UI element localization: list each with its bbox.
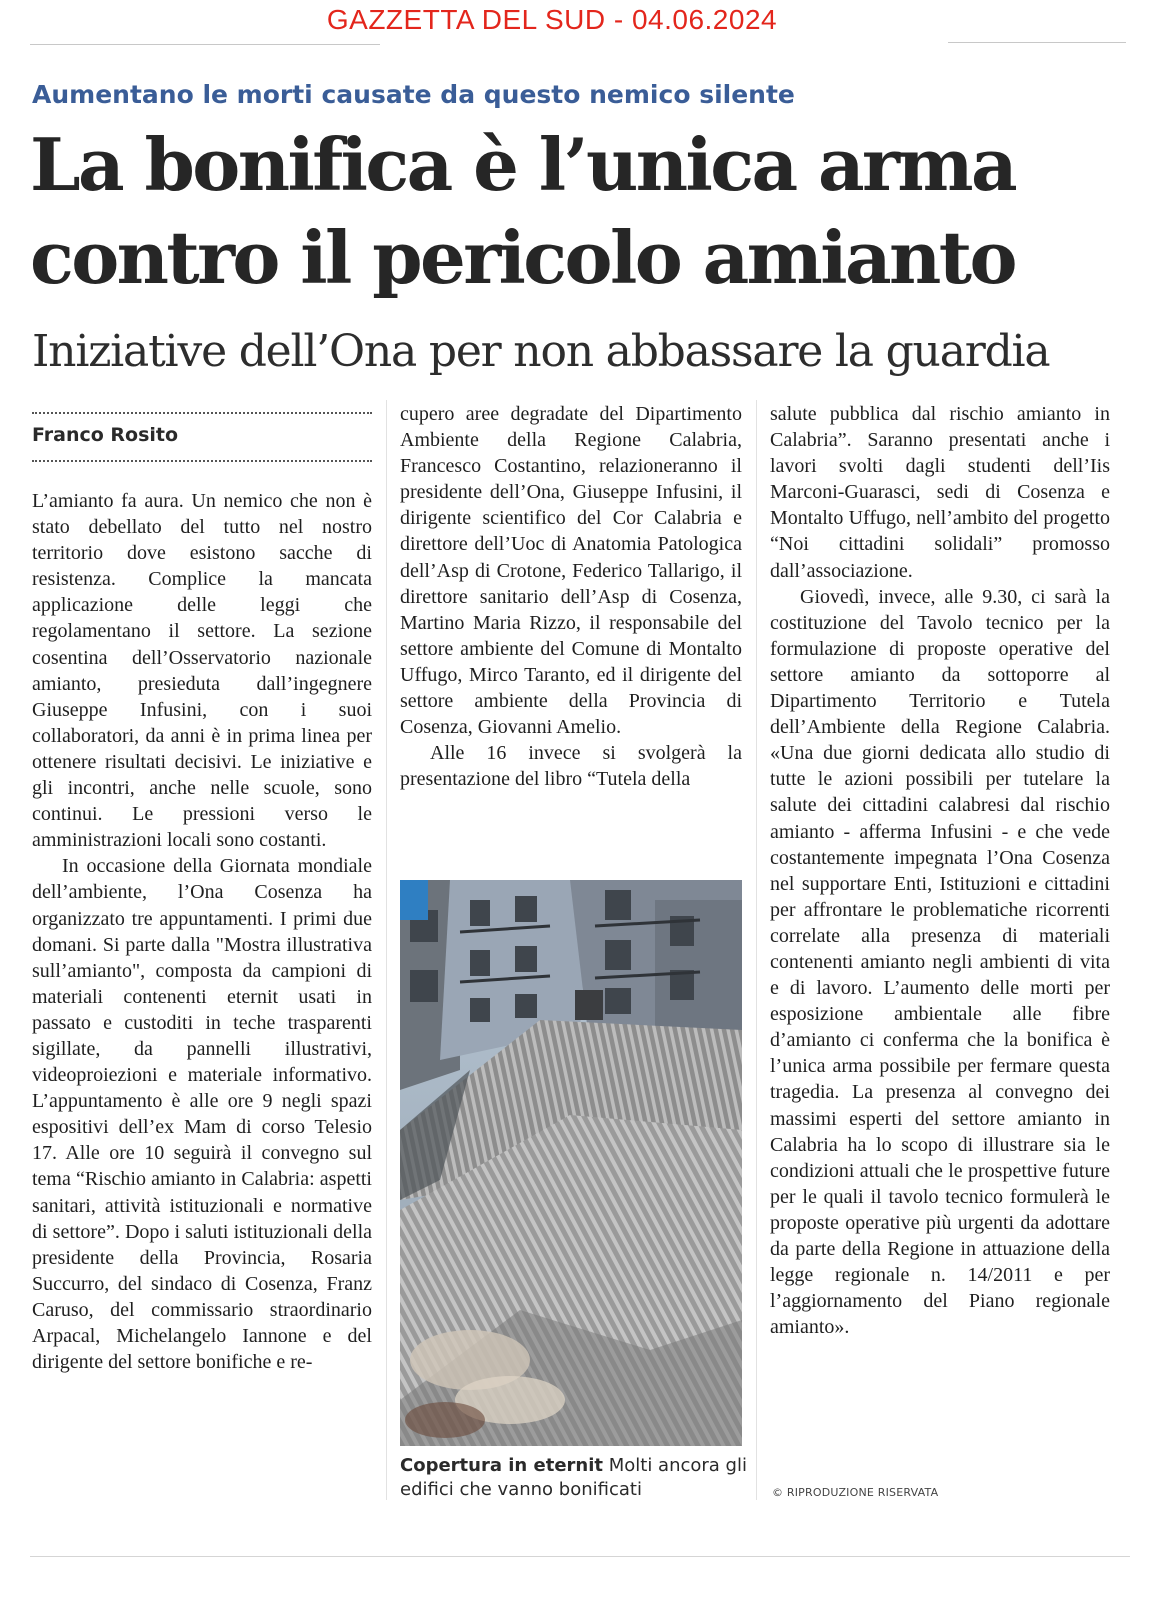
paragraph: Giovedì, invece, alle 9.30, ci sarà la costituzione del Tavolo tecnico per la formulazione di proposte operative del settore amianto da sottoporre al Dipartimento Territorio e Tutela dell’Ambiente della Regione Calabria. «Una due giorni dedicata allo studio di tutte le azioni possibili per tutelare la salute dei cittadini calabresi dal rischio amianto - afferma Infusini - e che vede costantemente impegnata l’Ona Cosenza nel supportare Enti, Istituzioni e cittadini per affrontare le problematiche ricorrenti correlate alla presenza di materiali contenenti amianto negli ambienti di vita e di lavoro. L’aumento delle morti per esposizione ambientale alle fibre d’amianto ci conferma che la bonifica è l’unica arma possibile per fermare questa tragedia. La presenza al convegno dei massimi esperti del settore amianto in Calabria ha lo scopo di illustrare sia le condizioni attuali che le prospettive future per le quali il tavolo tecnico formulerà le proposte operative più urgenti da adottare da parte della Regione in attuazione della legge regionale n. 14/2011 e per l’aggiornamento del Piano regionale amianto». (770, 585, 1110, 1339)
text-column-1 (32, 488, 372, 1375)
column-divider (386, 400, 387, 1500)
headline-line-2: contro il pericolo amianto (30, 215, 1015, 300)
paragraph: salute pubblica dal rischio amianto in Calabria”. Saranno presentati anche i lavori svolti dagli studenti dell’Iis Marconi-Guarasci, sedi di Cosenza e Montalto Uffugo, nell’ambito del progetto “Noi cittadini solidali” promosso dall’associazione. (770, 403, 1110, 582)
paragraph: cupero aree degradate del Dipartimento Ambiente della Regione Calabria, Francesco Costantino, relazioneranno il presidente dell’Ona, Giuseppe Infusini, il dirigente scientifico del Cor Calabria e direttore dell’Uoc di Anatomia Patologica dell’Asp di Crotone, Federico Tallarigo, il direttore sanitario dell’Asp di Cosenza, Martino Maria Rizzo, il responsabile del settore ambiente del Comune di Montalto Uffugo, Mirco Taranto, ed il dirigente del settore ambiente della Provincia di Cosenza, Giovanni Amelio. (400, 403, 742, 739)
top-rule (30, 44, 380, 45)
paragraph: In occasione della Giornata mondiale dell’ambiente, l’Ona Cosenza ha organizzato tre appuntamenti. I primi due domani. Si parte dalla "Mostra illustrativa sull’amianto", composta da campioni di materiali contenenti eternit usati in passato e custoditi in teche trasparenti sigillate, da pannelli illustrativi, videoproiezioni e materiale informativo. L’appuntamento è alle ore 9 negli spazi espositivi dell’ex Mam di corso Telesio 17. Alle ore 10 seguirà il convegno sul tema “Rischio amianto in Calabria: aspetti sanitari, attività istituzionali e normative di settore”. Dopo i saluti istituzionali della presidente della Provincia, Rosaria Succurro, del sindaco di Cosenza, Franz Caruso, del commissario straordinario Arpacal, Michelangelo Iannone e del dirigente del settore bonifiche e re- (32, 855, 372, 1374)
article-kicker: Aumentano le morti causate da questo nemico silente (32, 80, 795, 109)
column-divider (756, 400, 757, 1500)
article-photo (400, 880, 742, 1446)
text-column-3 (770, 401, 1110, 1340)
caption-title: Copertura in eternit (400, 1455, 603, 1476)
copyright-notice: © RIPRODUZIONE RISERVATA (772, 1486, 939, 1499)
byline-rule-bottom (32, 460, 372, 462)
paragraph: Alle 16 invece si svolgerà la presentazione del libro “Tutela della (400, 742, 742, 791)
source-header: GAZZETTA DEL SUD - 04.06.2024 (326, 4, 778, 35)
paragraph: L’amianto fa aura. Un nemico che non è stato debellato del tutto nel nostro territorio dove esistono sacche di resistenza. Complice la mancata applicazione delle leggi che regolamentano il settore. La sezione cosentina dell’Osservatorio nazionale amianto, presieduta dall’ingegnere Giuseppe Infusini, con i suoi collaboratori, da anni è in prima linea per ottenere risultati decisivi. Le iniziative e gli incontri, anche nelle scuole, sono continui. Le pressioni verso le amministrazioni locali sono costanti. (32, 490, 372, 852)
article-subheadline: Iniziative dell’Ona per non abbassare la guardia (32, 326, 1050, 377)
headline-line-1: La bonifica è l’unica arma (30, 122, 1016, 207)
article-headline (30, 118, 1130, 304)
top-rule-right (948, 42, 1126, 43)
byline: Franco Rosito (32, 424, 179, 446)
caption-text: Molti ancora gli edifici che vanno bonificati (400, 1455, 747, 1500)
bottom-rule (30, 1556, 1130, 1557)
photo-caption (400, 1454, 750, 1502)
text-column-2 (400, 401, 742, 792)
byline-rule-top (32, 412, 372, 414)
